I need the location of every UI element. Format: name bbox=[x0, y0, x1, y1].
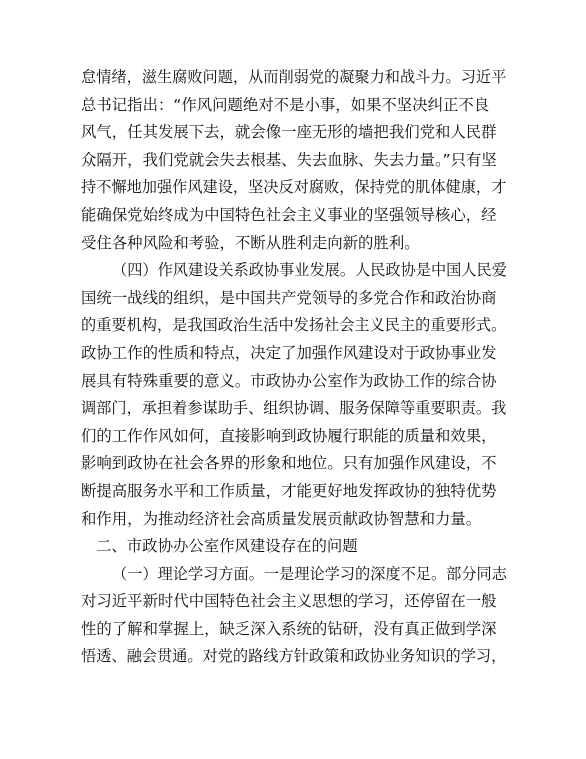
text-line: 断提高服务水平和工作质量，才能更好地发挥政协的独特优势 bbox=[81, 481, 497, 500]
text-line: 政协工作的性质和特点，决定了加强作风建设对于政协事业发 bbox=[81, 343, 497, 362]
text-line: 众隔开，我们党就会失去根基、失去血脉、失去力量。”只有坚 bbox=[81, 150, 497, 169]
heading-text: 二、市政协办公室作风建设存在的问题 bbox=[96, 537, 358, 556]
text-line: 们的工作作风如何，直接影响到政协履行职能的质量和效果， bbox=[81, 426, 497, 445]
text-line: （四）作风建设关系政协事业发展。人民政协是中国人民爱 bbox=[112, 261, 507, 280]
paragraph-section-four bbox=[81, 257, 511, 533]
text-line: 性的了解和掌握上，缺乏深入系统的钻研，没有真正做到学深 bbox=[81, 619, 497, 638]
text-line: 展具有特殊重要的意义。市政协办公室作为政协工作的综合协 bbox=[81, 371, 497, 390]
text-line: 调部门，承担着参谋助手、组织协调、服务保障等重要职责。我 bbox=[81, 399, 507, 418]
text-line: 能确保党始终成为中国特色社会主义事业的坚强领导核心，经 bbox=[81, 205, 497, 224]
section-heading-problems bbox=[81, 533, 511, 561]
text-line: 受住各种风险和考验，不断从胜利走向新的胜利。 bbox=[81, 233, 420, 252]
document-body bbox=[81, 64, 511, 671]
text-line: （一）理论学习方面。一是理论学习的深度不足。部分同志 bbox=[112, 564, 507, 583]
text-line: 和作用，为推动经济社会高质量发展贡献政协智慧和力量。 bbox=[81, 509, 482, 528]
text-line: 对习近平新时代中国特色社会主义思想的学习，还停留在一般 bbox=[81, 592, 497, 611]
text-line: 持不懈地加强作风建设，坚决反对腐败，保持党的肌体健康，才 bbox=[81, 178, 507, 197]
paragraph-party-conduct-conclusion bbox=[81, 64, 511, 257]
text-line: 的重要机构，是我国政治生活中发扬社会主义民主的重要形式。 bbox=[81, 316, 507, 335]
text-line: 悟透、融会贯通。对党的路线方针政策和政协业务知识的学习， bbox=[81, 647, 507, 666]
text-line: 影响到政协在社会各界的形象和地位。只有加强作风建设，不 bbox=[81, 454, 497, 473]
paragraph-theory-study bbox=[81, 561, 511, 671]
text-line: 怠情绪，滋生腐败问题，从而削弱党的凝聚力和战斗力。习近平 bbox=[81, 68, 507, 86]
text-line: 总书记指出：“作风问题绝对不是小事，如果不坚决纠正不良 bbox=[81, 95, 490, 114]
text-line: 风气，任其发展下去，就会像一座无形的墙把我们党和人民群 bbox=[81, 123, 497, 142]
text-line: 国统一战线的组织，是中国共产党领导的多党合作和政治协商 bbox=[81, 288, 497, 307]
